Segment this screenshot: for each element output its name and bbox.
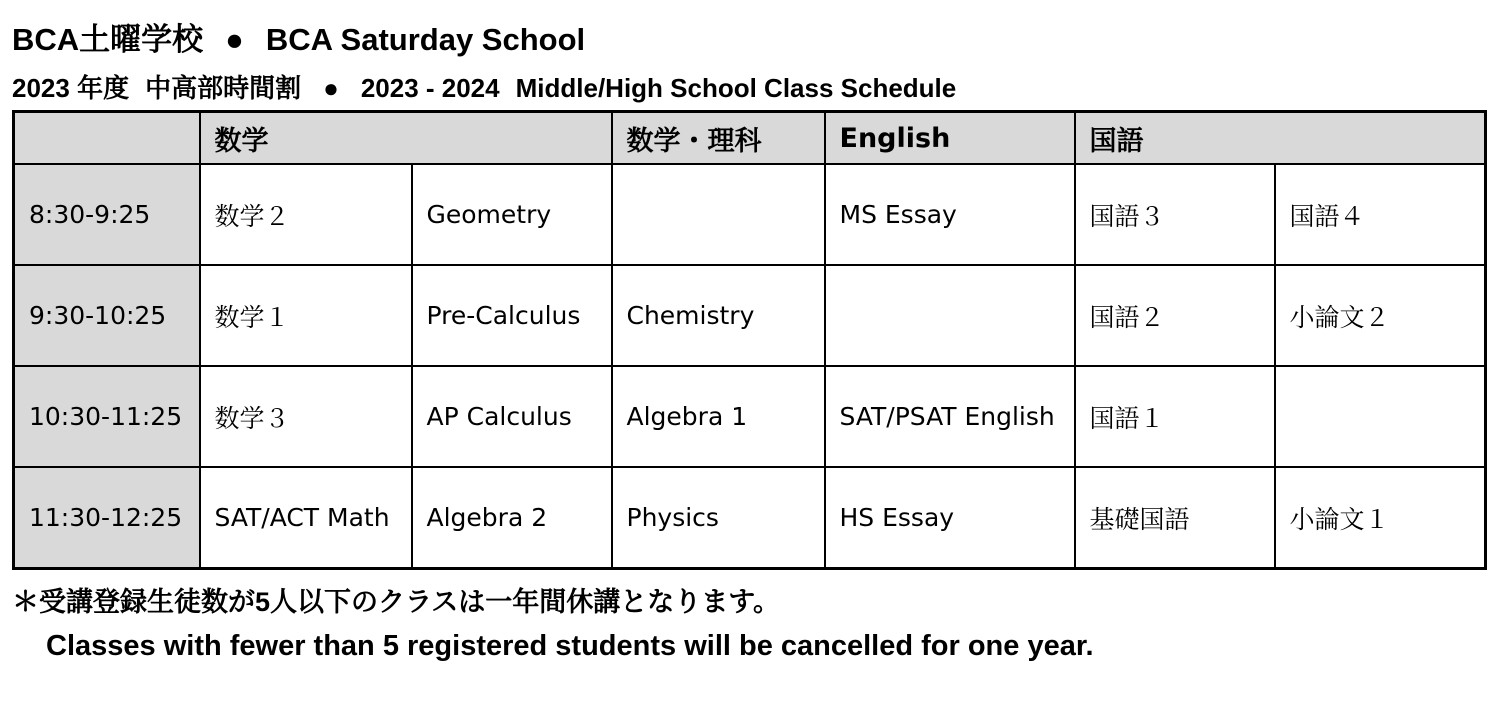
time-cell: 10:30-11:25 (14, 366, 200, 467)
class-cell: 小論文２ (1275, 265, 1486, 366)
class-cell: Geometry (412, 164, 612, 265)
class-cell: MS Essay (825, 164, 1075, 265)
class-cell: SAT/PSAT English (825, 366, 1075, 467)
table-row (14, 467, 1486, 569)
class-cell: SAT/ACT Math (200, 467, 412, 569)
table-row (14, 265, 1486, 366)
class-cell: Algebra 2 (412, 467, 612, 569)
title-english: BCA Saturday School (265, 22, 586, 57)
class-cell: 小論文１ (1275, 467, 1486, 569)
header-cell-japanese: 国語 (1075, 112, 1486, 165)
table-header-row (14, 112, 1486, 165)
subtitle-years: 2023 - 2024 (360, 73, 500, 103)
class-cell (612, 164, 825, 265)
class-cell: Chemistry (612, 265, 825, 366)
class-cell: 国語４ (1275, 164, 1486, 265)
class-cell: 基礎国語 (1075, 467, 1275, 569)
class-cell: AP Calculus (412, 366, 612, 467)
note-japanese: ＊受講登録生徒数が5人以下のクラスは一年間休講となります。 (12, 587, 781, 617)
class-cell: 数学３ (200, 366, 412, 467)
class-schedule-table (12, 110, 1487, 570)
table-row (14, 164, 1486, 265)
class-cell: 数学２ (200, 164, 412, 265)
title-japanese: BCA土曜学校 (12, 22, 204, 57)
header-cell-math: 数学 (200, 112, 612, 165)
class-cell: 国語１ (1075, 366, 1275, 467)
page-title (12, 14, 585, 59)
time-cell: 11:30-12:25 (14, 467, 200, 569)
class-cell: 国語３ (1075, 164, 1275, 265)
class-cell: 国語２ (1075, 265, 1275, 366)
title-bullet: ● (225, 22, 244, 57)
table-row (14, 366, 1486, 467)
page-subtitle (12, 68, 956, 105)
class-cell: Physics (612, 467, 825, 569)
class-cell (825, 265, 1075, 366)
time-cell: 8:30-9:25 (14, 164, 200, 265)
note-english: Classes with fewer than 5 registered students will be cancelled for one year. (46, 630, 1094, 662)
class-cell: Algebra 1 (612, 366, 825, 467)
time-cell: 9:30-10:25 (14, 265, 200, 366)
header-cell-english: English (825, 112, 1075, 165)
class-cell (1275, 366, 1486, 467)
class-cell: Pre-Calculus (412, 265, 612, 366)
subtitle-japanese: 中高部時間割 (145, 73, 302, 103)
subtitle-year-japanese: 2023 年度 (12, 73, 130, 103)
class-cell: HS Essay (825, 467, 1075, 569)
header-cell-time (14, 112, 200, 165)
header-cell-math-science: 数学・理科 (612, 112, 825, 165)
subtitle-bullet: ● (323, 73, 339, 103)
subtitle-english: Middle/High School Class Schedule (515, 73, 957, 103)
class-cell: 数学１ (200, 265, 412, 366)
